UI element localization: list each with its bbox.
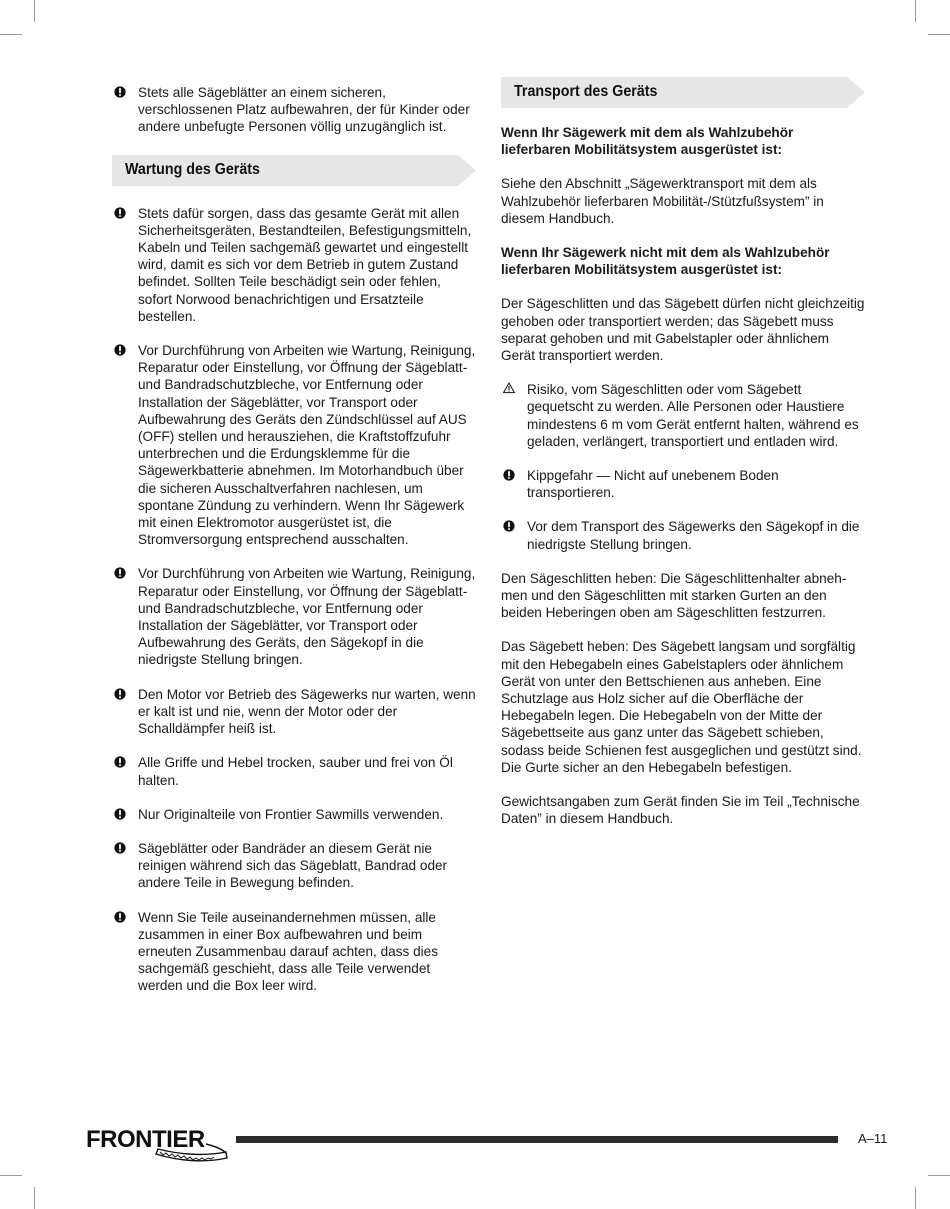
frontier-logo xyxy=(86,1122,232,1166)
list-item xyxy=(112,806,476,823)
paragraph: Das Sägebett heben: Des Sägebett langsam und sorgfältig mit den Hebegabeln eines Gabelstaplers oder ähnlichem Gerät von unter den Bettschienen aus anheben. Eine Schutzlage aus Holz sicher auf die Oberfläche der Hebegabeln legen. Die Hebegabeln von der Mitte der Sägebettseite aus ganz unter das Sägebett schieben, sodass beide Schienen fest ausgeglichen und gestützt sind. Die Gurte sicher an den Hebegabeln befestigen. xyxy=(501,639,862,775)
warning-text: Risiko, vom Sägeschlitten oder vom Sägebett gequetscht zu werden. Alle Personen oder Haustiere mindestens 6 m vom Gerät entfernt halten, während es geladen, verlängert, transportiert und entladen wird. xyxy=(527,382,859,449)
warning-item xyxy=(501,381,865,450)
bullet-text: Kippgefahr — Nicht auf unebenem Boden transportieren. xyxy=(527,468,779,501)
list-item xyxy=(501,518,865,552)
exclamation-circle-icon xyxy=(114,86,126,98)
crop-mark xyxy=(34,1187,35,1209)
logo-text: FRONTIER xyxy=(86,1126,205,1153)
paragraph: Der Sägeschlitten und das Sägebett dürfen nicht gleichzeitig gehoben oder transportiert werden; das Sägebett muss separat gehoben und mit Gabelstapler oder ähnlichem Gerät transportiert werden. xyxy=(501,296,865,364)
paragraph: Den Sägeschlitten heben: Die Sägeschlittenhalter abneh-men und den Sägeschlitten mit starken Gurten an den beiden Heberingen oben am Sägeschlitten festzurren. xyxy=(501,570,847,621)
page-number: A–11 xyxy=(858,1131,888,1146)
bullet-text: Vor Durchführung von Arbeiten wie Wartung, Reinigung, Reparatur oder Einstellung, vor Öffnung der Sägeblatt- und Bandradschutzbleche, vor Entfernung oder Installation der Sägeblätter, vor Transport oder Aufbewahrung des Geräts, den Sägekopf in die niedrigste Stellung bringen. xyxy=(138,566,476,668)
bullet-text: Stets alle Sägeblätter an einem sicheren, verschlossenen Platz aufbewahren, der für Kinder oder andere unbefugte Personen völlig unzugänglich ist. xyxy=(138,85,470,135)
list-item xyxy=(112,565,476,668)
right-column xyxy=(501,0,865,828)
paragraph: Siehe den Abschnitt „Sägewerktransport mit dem als Wahlzubehör lieferbaren Mobilität-/Stützfußsystem” in diesem Handbuch. xyxy=(501,176,824,226)
section-title: Wartung des Geräts xyxy=(125,160,260,178)
crop-mark xyxy=(915,1187,916,1209)
exclamation-circle-icon xyxy=(503,520,515,532)
section-banner xyxy=(112,155,476,186)
list-item xyxy=(112,840,476,892)
exclamation-circle-icon xyxy=(114,567,126,579)
subheading: Wenn Ihr Sägewerk nicht mit dem als Wahlzubehör lieferbaren Mobilitätsystem ausgerüstet ist: xyxy=(501,245,830,278)
crop-mark xyxy=(928,1175,950,1176)
exclamation-circle-icon xyxy=(114,207,126,219)
bullet-text: Wenn Sie Teile auseinandernehmen müssen, alle zusammen in einer Box aufbewahren und beim erneuten Zusammenbau darauf achten, dass dies sachgemäß geschieht, dass alle Teile verwendet werden und die Box leer wird. xyxy=(138,909,439,994)
list-item xyxy=(112,342,476,548)
list-item xyxy=(112,686,476,738)
paragraph: Gewichtsangaben zum Gerät finden Sie im Teil „Technische Daten” in diesem Handbuch. xyxy=(501,794,860,827)
bullet-text: Vor Durchführung von Arbeiten wie Wartung, Reinigung, Reparatur oder Einstellung, vor Öffnung der Sägeblatt- und Bandradschutzbleche, vor Entfernung oder Installation der Sägeblätter, vor Transport oder Aufbewahrung des Geräts den Zündschlüssel auf AUS (OFF) stellen und herausziehen, die Kraftstoffzufuhr unterbrechen und die Erdungsklemme für die Sägewerkbatterie abnehmen. Im Motorhandbuch über die sicheren Ausschaltverfahren nachlesen, um spontane Zündung zu verhindern. Wenn Ihr Sägewerk mit einen Elektromotor ausgerüstet ist, die Stromversorgung entsprechend ausschalten. xyxy=(138,343,476,548)
list-item xyxy=(112,205,476,325)
crop-mark xyxy=(0,1175,22,1176)
crop-mark xyxy=(915,0,916,22)
exclamation-circle-icon xyxy=(503,469,515,481)
list-item xyxy=(112,909,476,995)
bullet-text: Alle Griffe und Hebel trocken, sauber und frei von Öl halten. xyxy=(138,755,453,788)
crop-mark xyxy=(34,0,35,22)
exclamation-circle-icon xyxy=(114,688,126,700)
subheading: Wenn Ihr Sägewerk mit dem als Wahlzubehör lieferbaren Mobilitätsystem ausgerüstet ist: xyxy=(501,125,794,158)
exclamation-circle-icon xyxy=(114,344,126,356)
exclamation-circle-icon xyxy=(114,808,126,820)
crop-mark xyxy=(928,34,950,35)
list-item xyxy=(501,467,865,501)
list-item xyxy=(112,84,476,136)
bullet-text: Den Motor vor Betrieb des Sägewerks nur warten, wenn er kalt ist und nie, wenn der Motor oder der Schalldämpfer heiß ist. xyxy=(138,686,476,737)
section-title: Transport des Geräts xyxy=(514,83,658,100)
exclamation-circle-icon xyxy=(114,842,126,854)
footer-rule xyxy=(236,1136,838,1143)
list-item xyxy=(112,754,476,788)
bullet-text: Stets dafür sorgen, dass das gesamte Gerät mit allen Sicherheitsgeräten, Bestandteilen, Befestigungsmitteln, Kabeln und Teilen sachgemäß gewartet und eingestellt wird, damit es sich vor dem Betrieb in gutem Zustand befindet. Sollten Teile beschädigt sein oder fehlen, sofort Norwood benachrichtigen und Ersatzteile bestellen. xyxy=(138,205,472,324)
warning-triangle-icon xyxy=(503,382,515,394)
bullet-text: Nur Originalteile von Frontier Sawmills verwenden. xyxy=(138,806,444,822)
bullet-text: Vor dem Transport des Sägewerks den Sägekopf in die niedrigste Stellung bringen. xyxy=(527,519,860,552)
bullet-text: Sägeblätter oder Bandräder an diesem Gerät nie reinigen während sich das Sägeblatt, Bandrad oder andere Teile in Bewegung befinden. xyxy=(138,840,448,891)
exclamation-circle-icon xyxy=(114,756,126,768)
exclamation-circle-icon xyxy=(114,911,126,923)
crop-mark xyxy=(0,34,22,35)
section-banner xyxy=(501,77,865,108)
left-column xyxy=(112,0,476,995)
